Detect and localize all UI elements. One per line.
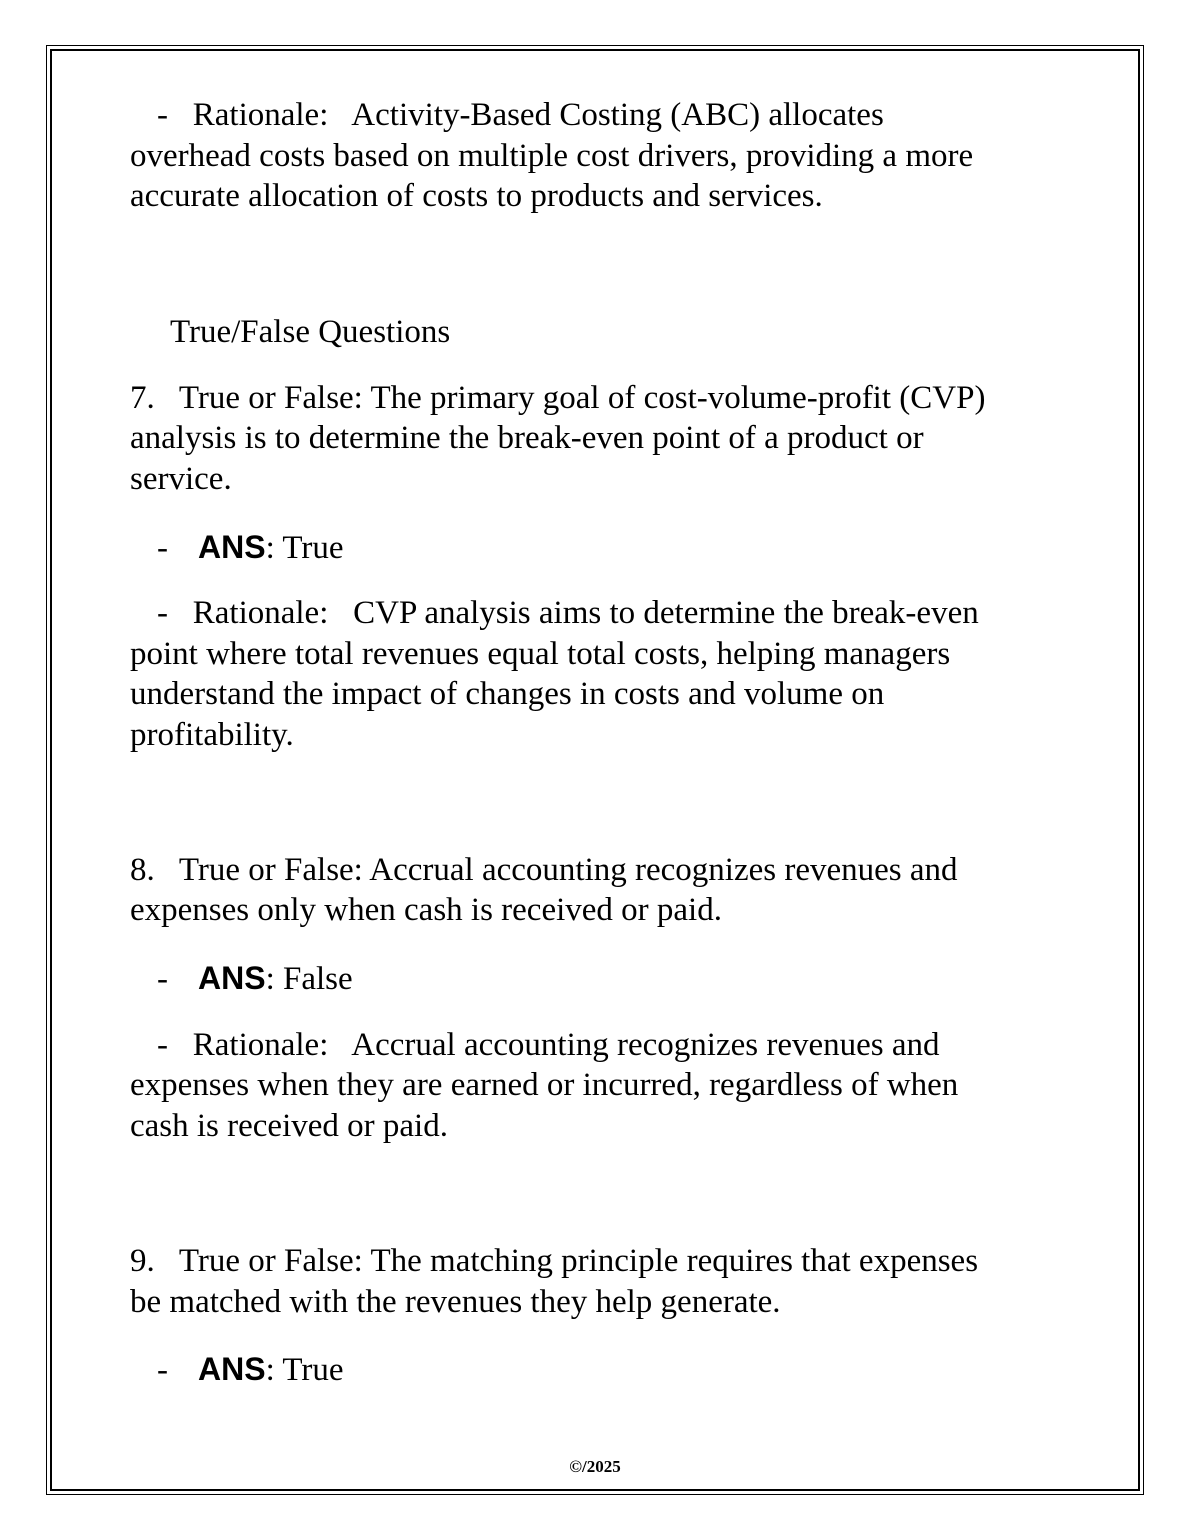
q9-answer	[157, 1349, 344, 1390]
q7-rationale-line2: point where total revenues equal total costs, helping managers	[130, 636, 951, 672]
q7-question-line3: service.	[130, 461, 232, 497]
q7-question-line2: analysis is to determine the break-even point of a product or	[130, 420, 924, 456]
q8-rationale-line2: expenses when they are earned or incurred, regardless of when	[130, 1067, 959, 1103]
answer-label: ANS	[198, 960, 266, 996]
q8-answer	[157, 958, 353, 999]
answer-label: ANS	[198, 529, 266, 565]
q8-question-line1: 8. True or False: Accrual accounting recognizes revenues and	[130, 852, 958, 888]
q9-question-line1: 9. True or False: The matching principle requires that expenses	[130, 1243, 979, 1279]
q7-answer	[157, 527, 344, 568]
answer-value: : True	[265, 530, 344, 566]
page-footer-copyright: ©/2025	[569, 1457, 621, 1476]
q7-rationale-line4: profitability.	[130, 717, 294, 753]
answer-dash: -	[157, 530, 168, 566]
q9-question-line2: be matched with the revenues they help generate.	[130, 1284, 781, 1320]
answer-dash: -	[157, 1352, 168, 1388]
q7-question-line1: 7. True or False: The primary goal of cost-volume-profit (CVP)	[130, 380, 986, 416]
answer-dash: -	[157, 961, 168, 997]
answer-label: ANS	[198, 1351, 266, 1387]
q7-rationale-line3: understand the impact of changes in costs and volume on	[130, 676, 885, 712]
answer-value: : True	[265, 1352, 344, 1388]
rationale-abc-line2: overhead costs based on multiple cost drivers, providing a more	[130, 138, 974, 174]
q7-rationale-line1: - Rationale: CVP analysis aims to determine the break-even	[157, 595, 979, 631]
rationale-abc-line1: - Rationale: Activity-Based Costing (ABC) allocates	[157, 97, 884, 133]
section-heading: True/False Questions	[170, 314, 451, 350]
answer-value: : False	[265, 961, 353, 997]
q8-question-line2: expenses only when cash is received or paid.	[130, 892, 722, 928]
q8-rationale-line3: cash is received or paid.	[130, 1108, 448, 1144]
q8-rationale-line1: - Rationale: Accrual accounting recognizes revenues and	[157, 1027, 940, 1063]
rationale-abc-line3: accurate allocation of costs to products and services.	[130, 178, 823, 214]
